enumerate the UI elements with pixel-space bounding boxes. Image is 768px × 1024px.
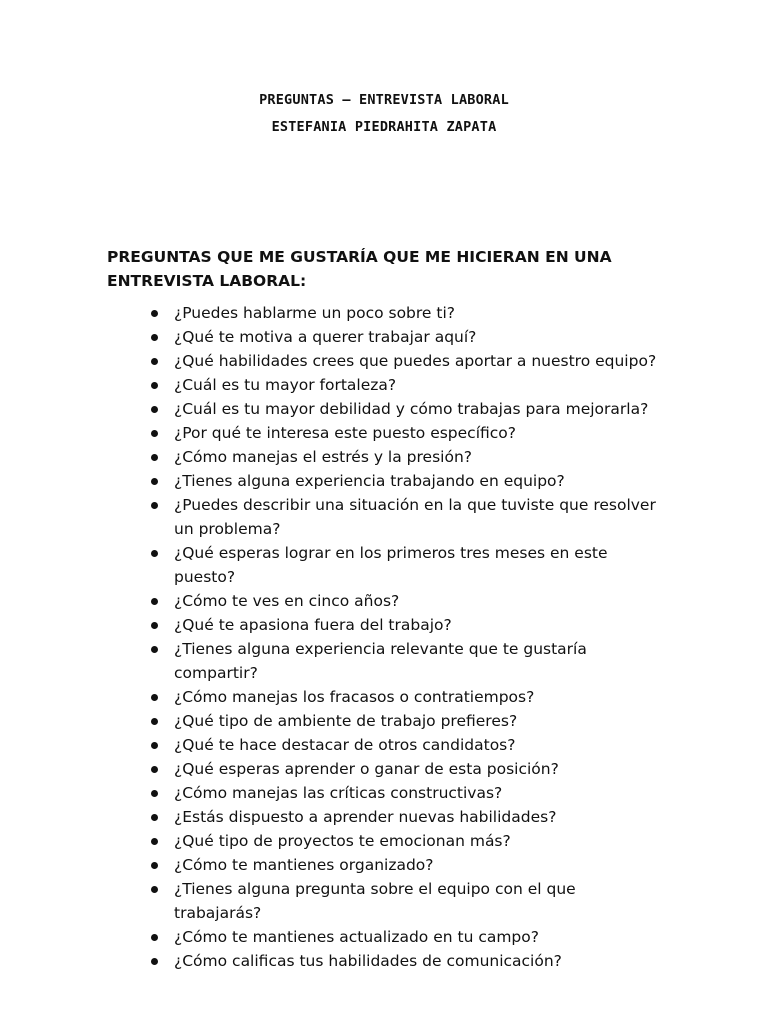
list-item bbox=[107, 373, 667, 397]
list-item bbox=[107, 925, 667, 949]
bullet-icon bbox=[151, 838, 158, 845]
list-item bbox=[107, 853, 667, 877]
bullet-icon bbox=[151, 934, 158, 941]
question-text: ¿Qué te hace destacar de otros candidatos? bbox=[174, 736, 516, 754]
list-item bbox=[107, 445, 667, 469]
question-text: ¿Cómo te ves en cinco años? bbox=[174, 592, 400, 610]
question-text: ¿Cómo manejas las críticas constructivas? bbox=[174, 784, 503, 802]
question-text: ¿Qué tipo de proyectos te emocionan más? bbox=[174, 832, 511, 850]
bullet-icon bbox=[151, 862, 158, 869]
question-text: ¿Tienes alguna experiencia trabajando en equipo? bbox=[174, 472, 565, 490]
bullet-icon bbox=[151, 886, 158, 893]
list-item bbox=[107, 781, 667, 805]
bullet-icon bbox=[151, 358, 158, 365]
bullet-icon bbox=[151, 622, 158, 629]
bullet-icon bbox=[151, 334, 158, 341]
question-text: ¿Qué esperas aprender o ganar de esta posición? bbox=[174, 760, 559, 778]
document-author: ESTEFANIA PIEDRAHITA ZAPATA bbox=[271, 119, 497, 135]
list-item bbox=[107, 589, 667, 613]
list-item bbox=[107, 637, 667, 685]
list-item bbox=[107, 613, 667, 637]
bullet-icon bbox=[151, 790, 158, 797]
bullet-icon bbox=[151, 406, 158, 413]
question-text: ¿Puedes hablarme un poco sobre ti? bbox=[174, 304, 455, 322]
bullet-icon bbox=[151, 814, 158, 821]
bullet-icon bbox=[151, 478, 158, 485]
question-text: ¿Qué esperas lograr en los primeros tres meses en este puesto? bbox=[174, 544, 608, 586]
bullet-icon bbox=[151, 766, 158, 773]
bullet-icon bbox=[151, 718, 158, 725]
list-item bbox=[107, 541, 667, 589]
list-item bbox=[107, 493, 667, 541]
question-text: ¿Qué habilidades crees que puedes aportar a nuestro equipo? bbox=[174, 352, 657, 370]
document-title: PREGUNTAS – ENTREVISTA LABORAL bbox=[259, 92, 509, 108]
list-item bbox=[107, 829, 667, 853]
list-item bbox=[107, 949, 667, 973]
list-item bbox=[107, 805, 667, 829]
question-text: ¿Tienes alguna experiencia relevante que te gustaría compartir? bbox=[174, 640, 587, 682]
list-item bbox=[107, 301, 667, 325]
list-item bbox=[107, 469, 667, 493]
list-item bbox=[107, 325, 667, 349]
question-text: ¿Cómo te mantienes actualizado en tu campo? bbox=[174, 928, 539, 946]
bullet-icon bbox=[151, 382, 158, 389]
bullet-icon bbox=[151, 742, 158, 749]
list-item bbox=[107, 349, 667, 373]
question-text: ¿Qué te apasiona fuera del trabajo? bbox=[174, 616, 452, 634]
bullet-icon bbox=[151, 310, 158, 317]
question-text: ¿Por qué te interesa este puesto específico? bbox=[174, 424, 517, 442]
bullet-icon bbox=[151, 958, 158, 965]
question-list bbox=[107, 301, 667, 973]
question-text: ¿Cuál es tu mayor fortaleza? bbox=[174, 376, 397, 394]
list-item bbox=[107, 421, 667, 445]
bullet-icon bbox=[151, 430, 158, 437]
list-item bbox=[107, 709, 667, 733]
list-item bbox=[107, 685, 667, 709]
bullet-icon bbox=[151, 550, 158, 557]
question-text: ¿Tienes alguna pregunta sobre el equipo con el que trabajarás? bbox=[174, 880, 576, 922]
list-item bbox=[107, 397, 667, 421]
bullet-icon bbox=[151, 646, 158, 653]
list-item bbox=[107, 757, 667, 781]
list-item bbox=[107, 733, 667, 757]
bullet-icon bbox=[151, 454, 158, 461]
question-text: ¿Qué tipo de ambiente de trabajo prefieres? bbox=[174, 712, 518, 730]
bullet-icon bbox=[151, 598, 158, 605]
bullet-icon bbox=[151, 694, 158, 701]
question-text: ¿Qué te motiva a querer trabajar aquí? bbox=[174, 328, 477, 346]
list-item bbox=[107, 877, 667, 925]
question-text: ¿Cómo manejas los fracasos o contratiempos? bbox=[174, 688, 535, 706]
question-text: ¿Estás dispuesto a aprender nuevas habilidades? bbox=[174, 808, 557, 826]
question-text: ¿Cuál es tu mayor debilidad y cómo trabajas para mejorarla? bbox=[174, 400, 649, 418]
question-text: ¿Puedes describir una situación en la que tuviste que resolver un problema? bbox=[174, 496, 656, 538]
question-text: ¿Cómo manejas el estrés y la presión? bbox=[174, 448, 472, 466]
question-text: ¿Cómo te mantienes organizado? bbox=[174, 856, 434, 874]
bullet-icon bbox=[151, 502, 158, 509]
question-text: ¿Cómo calificas tus habilidades de comunicación? bbox=[174, 952, 562, 970]
section-heading: PREGUNTAS QUE ME GUSTARÍA QUE ME HICIERAN EN UNA ENTREVISTA LABORAL: bbox=[107, 248, 612, 290]
